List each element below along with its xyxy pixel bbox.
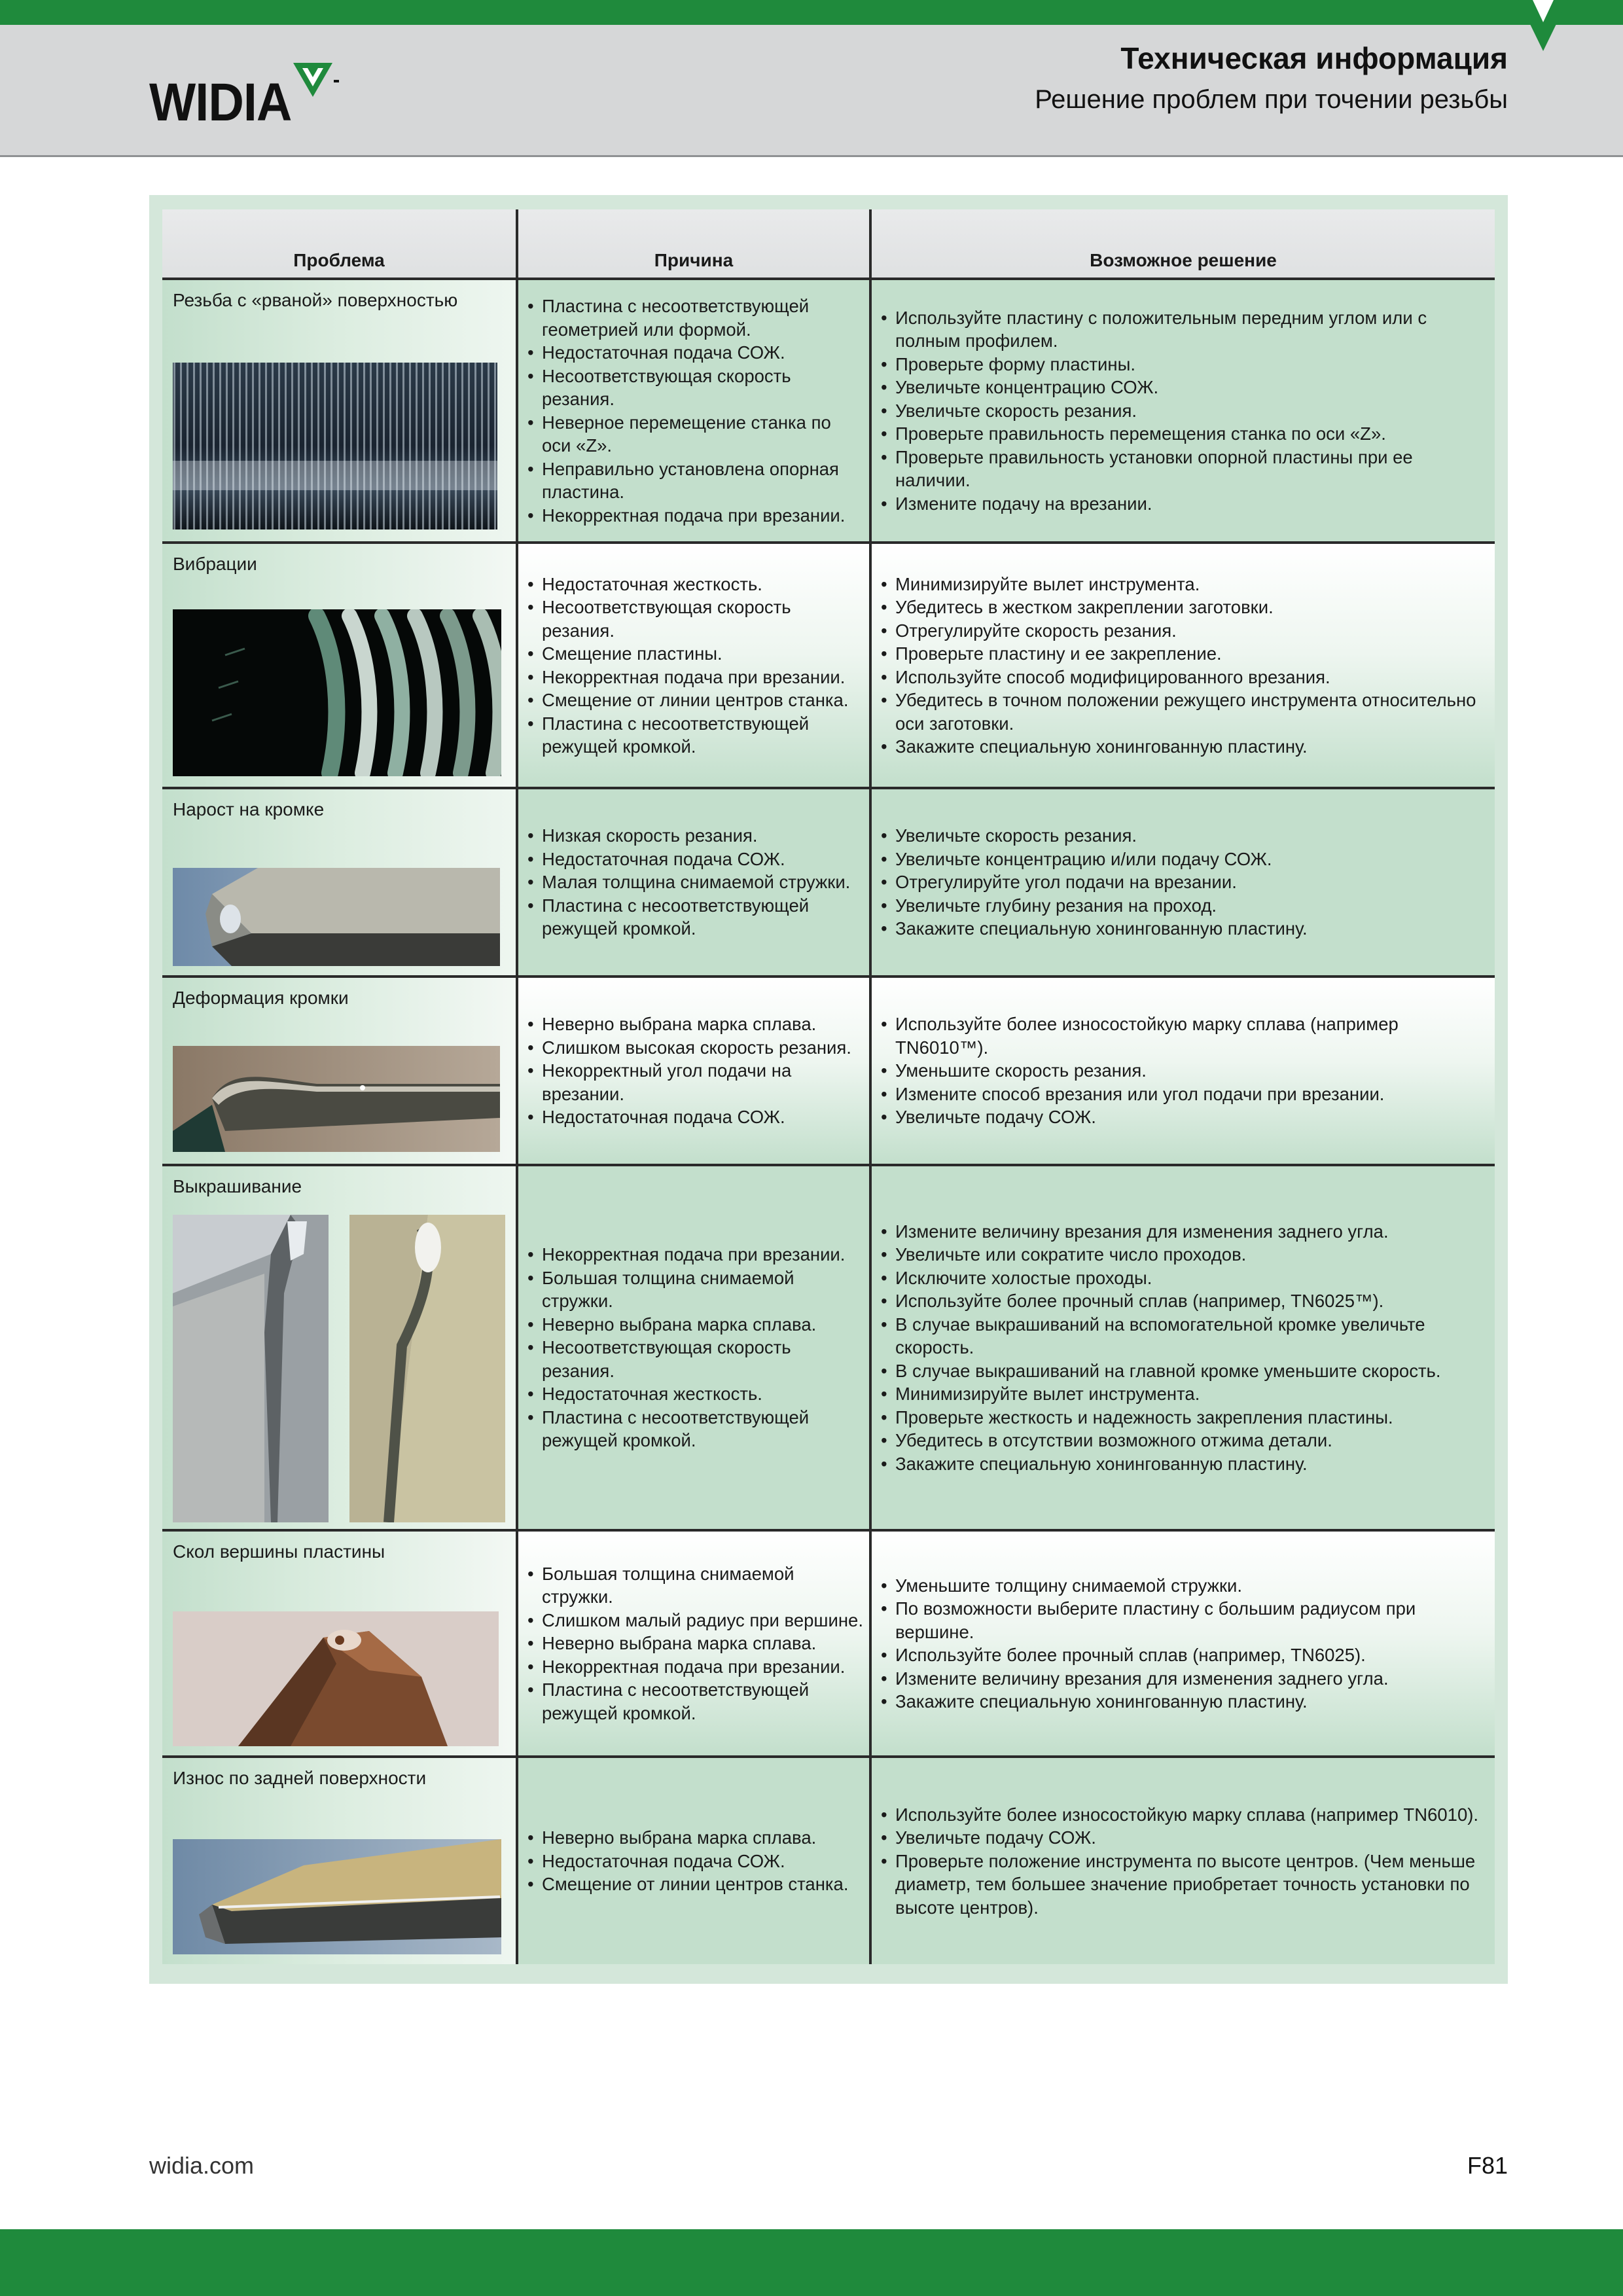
solution-item: • Измените величину врезания для изменения заднего угла.	[881, 1667, 1488, 1691]
column-header-solution: Возможное решение	[869, 209, 1495, 278]
solution-item: • Используйте способ модифицированного врезания.	[881, 666, 1488, 689]
solution-item: • Проверьте положение инструмента по высоте центров. (Чем меньше диаметр, тем большее значение приобретает точность установки по высоте центров).	[881, 1850, 1488, 1920]
cause-item: • Смещение пластины.	[527, 642, 864, 666]
solution-item: • Увеличьте подачу СОЖ.	[881, 1105, 1488, 1129]
solution-item: • Исключите холостые проходы.	[881, 1266, 1488, 1290]
cause-cell	[516, 978, 869, 1164]
problem-cell	[162, 978, 516, 1164]
cause-cell	[516, 789, 869, 975]
table-header-row	[162, 209, 1495, 280]
cause-item: • Смещение от линии центров станка.	[527, 689, 864, 712]
cause-cell	[516, 280, 869, 541]
cause-item: • Смещение от линии центров станка.	[527, 1873, 848, 1896]
solution-item: • Проверьте правильность установки опорной пластины при ее наличии.	[881, 446, 1488, 492]
solution-item: • Измените величину врезания для изменения заднего угла.	[881, 1220, 1488, 1244]
table-row	[162, 978, 1495, 1166]
solution-item: • Проверьте жесткость и надежность закрепления пластины.	[881, 1406, 1488, 1429]
troubleshooting-table-panel	[149, 195, 1508, 1984]
solution-item: • Убедитесь в жестком закреплении заготовки.	[881, 596, 1488, 619]
cause-item: • Недостаточная подача СОЖ.	[527, 1105, 864, 1129]
solution-item: • Используйте более прочный сплав (например, TN6025).	[881, 1643, 1488, 1667]
logo-text: WIDIA	[149, 73, 292, 132]
cause-item: • Неверно выбрана марка сплава.	[527, 1826, 848, 1850]
problem-cell	[162, 1532, 516, 1755]
cause-item: • Слишком высокая скорость резания.	[527, 1036, 864, 1060]
cause-item: • Пластина с несоответствующей режущей кромкой.	[527, 1406, 864, 1452]
cause-list	[527, 295, 864, 527]
solution-item: • Закажите специальную хонингованную пластину.	[881, 917, 1308, 941]
solution-item: • Убедитесь в точном положении режущего инструмента относительно оси заготовки.	[881, 689, 1488, 735]
cause-item: • Неверное перемещение станка по оси «Z».	[527, 411, 864, 457]
solution-item: • Уменьшите скорость резания.	[881, 1059, 1488, 1083]
cause-item: • Пластина с несоответствующей геометрией или формой.	[527, 295, 864, 341]
solution-cell	[869, 544, 1495, 787]
vibration-photo	[173, 609, 501, 776]
troubleshooting-table	[162, 209, 1495, 1964]
flank-wear-photo	[173, 1839, 501, 1954]
footer-website-link[interactable]: widia.com	[149, 2152, 255, 2179]
logo-triangle-icon	[292, 60, 344, 106]
cause-item: • Неверно выбрана марка сплава.	[527, 1313, 864, 1336]
cause-item: • Большая толщина снимаемой стружки.	[527, 1266, 864, 1313]
cause-item: • Пластина с несоответствующей режущей кромкой.	[527, 894, 864, 941]
cause-item: • Недостаточная подача СОЖ.	[527, 848, 864, 871]
table-row	[162, 1758, 1495, 1964]
cause-list	[527, 1562, 864, 1725]
solution-item: • Закажите специальную хонингованную пластину.	[881, 1452, 1488, 1476]
solution-list	[881, 1013, 1488, 1129]
problem-label: Износ по задней поверхности	[173, 1768, 427, 1788]
solution-item: • Увеличьте подачу СОЖ.	[881, 1826, 1488, 1850]
problem-cell	[162, 1758, 516, 1964]
solution-cell	[869, 1166, 1495, 1529]
cause-item: • Некорректная подача при врезании.	[527, 504, 864, 528]
solution-item: • В случае выкрашиваний на вспомогательной кромке увеличьте скорость.	[881, 1313, 1488, 1359]
solution-item: • Используйте пластину с положительным передним углом или с полным профилем.	[881, 306, 1488, 353]
built-up-edge-photo	[173, 868, 500, 966]
cause-list	[527, 824, 864, 941]
solution-item: • Отрегулируйте скорость резания.	[881, 619, 1488, 643]
cause-item: • Малая толщина снимаемой стружки.	[527, 870, 864, 894]
cause-cell	[516, 1532, 869, 1755]
widia-logo	[149, 71, 304, 130]
cause-item: • Неверно выбрана марка сплава.	[527, 1013, 864, 1036]
solution-cell	[869, 1532, 1495, 1755]
solution-item: • Измените подачу на врезании.	[881, 492, 1488, 516]
thread-torn-photo	[173, 363, 497, 529]
bottom-green-band	[0, 2229, 1623, 2296]
cause-item: • Большая толщина снимаемой стружки.	[527, 1562, 864, 1609]
table-row	[162, 789, 1495, 978]
table-row	[162, 1166, 1495, 1532]
solution-cell	[869, 978, 1495, 1164]
solution-item: • Закажите специальную хонингованную пластину.	[881, 735, 1488, 759]
top-green-band	[0, 0, 1623, 25]
solution-item: • Измените способ врезания или угол подачи при врезании.	[881, 1083, 1488, 1106]
problem-label: Вибрации	[173, 554, 257, 574]
solution-list	[881, 824, 1308, 941]
solution-item: • Минимизируйте вылет инструмента.	[881, 1382, 1488, 1406]
cause-item: • Некорректная подача при врезании.	[527, 1243, 864, 1266]
problem-cell	[162, 1166, 516, 1529]
problem-label: Деформация кромки	[173, 988, 349, 1008]
solution-item: • Проверьте правильность перемещения станка по оси «Z».	[881, 422, 1488, 446]
problem-label: Выкрашивание	[173, 1176, 302, 1196]
solution-cell	[869, 280, 1495, 541]
problem-label: Скол вершины пластины	[173, 1541, 385, 1562]
solution-item: • Используйте более износостойкую марку сплава (например TN6010).	[881, 1803, 1488, 1827]
solution-item: • Проверьте пластину и ее закрепление.	[881, 642, 1488, 666]
cause-item: • Некорректный угол подачи на врезании.	[527, 1059, 864, 1105]
column-header-cause: Причина	[516, 209, 869, 278]
problem-label: Нарост на кромке	[173, 799, 325, 819]
table-row	[162, 1532, 1495, 1758]
cause-item: • Некорректная подача при врезании.	[527, 1655, 864, 1679]
cause-cell	[516, 1758, 869, 1964]
cause-item: • Неправильно установлена опорная пластина.	[527, 457, 864, 504]
solution-list	[881, 1220, 1488, 1476]
cause-item: • Недостаточная подача СОЖ.	[527, 1850, 848, 1873]
footer-page-number: F81	[1467, 2152, 1508, 2179]
solution-cell	[869, 1758, 1495, 1964]
solution-item: • Используйте более прочный сплав (например, TN6025™).	[881, 1289, 1488, 1313]
solution-item: • Увеличьте скорость резания.	[881, 399, 1488, 423]
solution-item: • Отрегулируйте угол подачи на врезании.	[881, 870, 1308, 894]
problem-cell	[162, 789, 516, 975]
cause-cell	[516, 1166, 869, 1529]
solution-item: • Увеличьте концентрацию СОЖ.	[881, 376, 1488, 399]
solution-cell	[869, 789, 1495, 975]
page-title: Техническая информация	[1120, 41, 1508, 75]
solution-item: • Используйте более износостойкую марку сплава (например TN6010™).	[881, 1013, 1488, 1059]
solution-list	[881, 1803, 1488, 1920]
cause-item: • Несоответствующая скорость резания.	[527, 596, 864, 642]
cause-list	[527, 1013, 864, 1129]
tip-fracture-photo	[173, 1611, 499, 1746]
column-header-problem: Проблема	[293, 250, 385, 270]
solution-list	[881, 1574, 1488, 1713]
cause-item: • Пластина с несоответствующей режущей кромкой.	[527, 712, 864, 759]
cause-item: • Низкая скорость резания.	[527, 824, 864, 848]
cause-item: • Недостаточная жесткость.	[527, 573, 864, 596]
chipping-photo-right	[349, 1215, 505, 1522]
solution-item: • Закажите специальную хонингованную пластину.	[881, 1690, 1488, 1713]
cause-list	[527, 573, 864, 759]
cause-list	[527, 1826, 848, 1896]
solution-item: • Проверьте форму пластины.	[881, 353, 1488, 376]
table-row	[162, 544, 1495, 789]
solution-list	[881, 573, 1488, 759]
solution-item: • В случае выкрашиваний на главной кромке уменьшите скорость.	[881, 1359, 1488, 1383]
corner-triangle-inner	[1533, 0, 1554, 22]
page-subtitle: Решение проблем при точении резьбы	[1035, 85, 1508, 114]
cause-list	[527, 1243, 864, 1452]
solution-item: • Убедитесь в отсутствии возможного отжима детали.	[881, 1429, 1488, 1452]
solution-item: • Уменьшите толщину снимаемой стружки.	[881, 1574, 1488, 1598]
cause-cell	[516, 544, 869, 787]
problem-cell	[162, 544, 516, 787]
edge-deformation-photo	[173, 1046, 500, 1152]
cause-item: • Слишком малый радиус при вершине.	[527, 1609, 864, 1632]
solution-item: • По возможности выберите пластину с большим радиусом при вершине.	[881, 1597, 1488, 1643]
solution-item: • Увеличьте скорость резания.	[881, 824, 1308, 848]
problem-cell	[162, 280, 516, 541]
solution-item: • Увеличьте или сократите число проходов.	[881, 1243, 1488, 1266]
cause-item: • Несоответствующая скорость резания.	[527, 365, 864, 411]
problem-label: Резьба с «рваной» поверхностью	[173, 290, 458, 310]
cause-item: • Неверно выбрана марка сплава.	[527, 1632, 864, 1655]
cause-item: • Пластина с несоответствующей режущей кромкой.	[527, 1678, 864, 1725]
cause-item: • Недостаточная жесткость.	[527, 1382, 864, 1406]
chipping-photo-left	[173, 1215, 329, 1522]
solution-item: • Увеличьте концентрацию и/или подачу СОЖ.	[881, 848, 1308, 871]
cause-item: • Несоответствующая скорость резания.	[527, 1336, 864, 1382]
cause-item: • Некорректная подача при врезании.	[527, 666, 864, 689]
table-row	[162, 280, 1495, 544]
cause-item: • Недостаточная подача СОЖ.	[527, 341, 864, 365]
solution-list	[881, 306, 1488, 516]
solution-item: • Увеличьте глубину резания на проход.	[881, 894, 1308, 918]
solution-item: • Минимизируйте вылет инструмента.	[881, 573, 1488, 596]
